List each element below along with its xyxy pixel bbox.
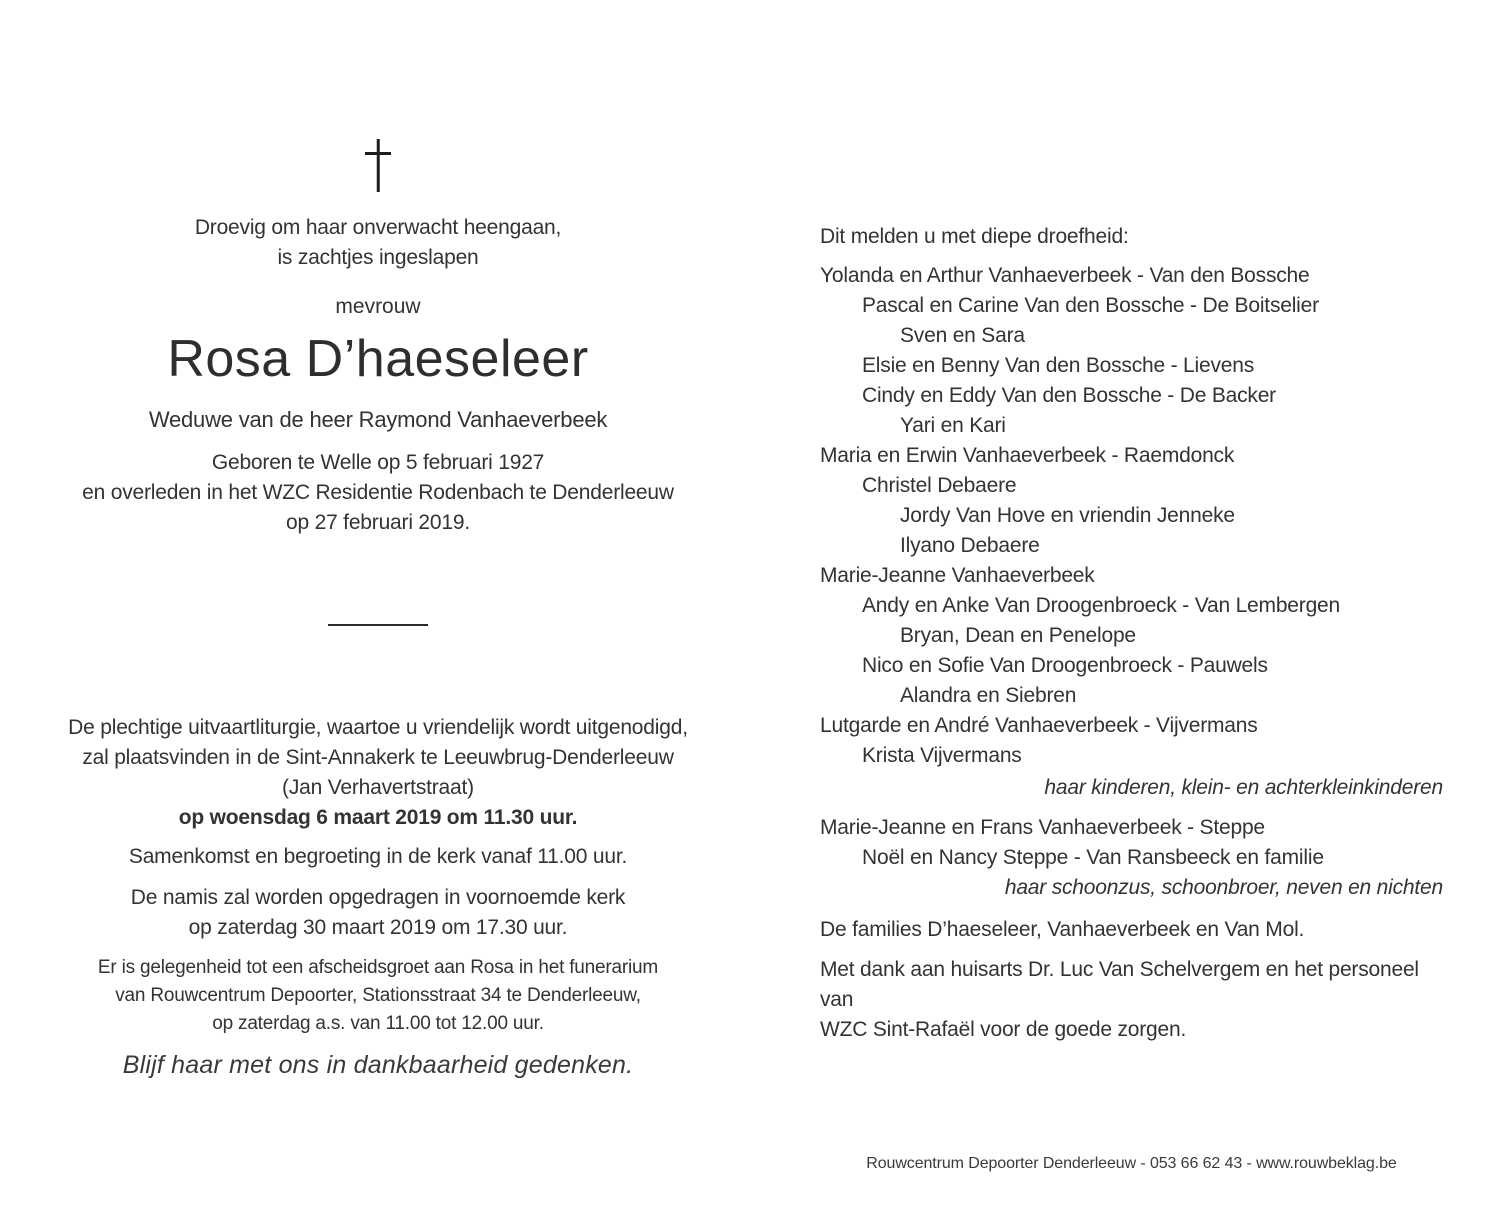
latin-cross-icon (365, 139, 391, 192)
section-divider (328, 624, 428, 626)
family-line: Christel Debaere (862, 474, 1017, 497)
divider-wrap (38, 624, 718, 626)
thanks-line-1: Met dank aan huisarts Dr. Luc Van Schelvergem en het personeel van (820, 958, 1419, 1011)
family-line: Andy en Anke Van Droogenbroeck - Van Lembergen (862, 594, 1341, 617)
liturgy-line-3: (Jan Verhavertstraat) (282, 776, 474, 799)
intro-block (38, 213, 718, 273)
intro-line-1: Droevig om haar onverwacht heengaan, (194, 216, 562, 239)
farewell-line-2: van Rouwcentrum Depoorter, Stationsstraat 34 te Denderleeuw, (115, 985, 641, 1006)
liturgy-date-line: op woensdag 6 maart 2019 om 11.30 uur. (178, 806, 578, 829)
family-line: Lutgarde en André Vanhaeverbeek - Vijvermans (820, 714, 1258, 737)
farewell-line-3: op zaterdag a.s. van 11.00 tot 12.00 uur. (212, 1013, 544, 1034)
liturgy-block (38, 713, 718, 833)
family-line: Ilyano Debaere (900, 534, 1040, 557)
family-line: Nico en Sofie Van Droogenbroeck - Pauwels (862, 654, 1268, 677)
family-line: Yolanda en Arthur Vanhaeverbeek - Van den Bossche (820, 264, 1310, 287)
thanks-block (820, 955, 1443, 1045)
name-mass-line-1: De namis zal worden opgedragen in voornoemde kerk (130, 886, 626, 909)
family-list-2 (820, 813, 1443, 873)
closing-line: Blijf haar met ons in dankbaarheid gedenken. (122, 1051, 634, 1079)
gathering-line: Samenkomst en begroeting in de kerk vanaf 11.00 uur. (128, 845, 628, 868)
name-mass-line-2: op zaterdag 30 maart 2019 om 17.30 uur. (188, 916, 568, 939)
family-line: Bryan, Dean en Penelope (900, 624, 1136, 647)
family-line: Pascal en Carine Van den Bossche - De Boitselier (862, 294, 1319, 317)
honorific: mevrouw (335, 295, 421, 318)
family-line: Elsie en Benny Van den Bossche - Lievens (862, 354, 1255, 377)
family-line: Cindy en Eddy Van den Bossche - De Backer (862, 384, 1276, 407)
family-line: Maria en Erwin Vanhaeverbeek - Raemdonck (820, 444, 1235, 467)
widow-line: Weduwe van de heer Raymond Vanhaeverbeek (148, 407, 608, 432)
family-line: Yari en Kari (900, 414, 1006, 437)
name-mass-block (38, 883, 718, 943)
relation-note-1: haar kinderen, klein- en achterkleinkinderen (1044, 776, 1443, 799)
thanks-line-2: WZC Sint-Rafaël voor de goede zorgen. (820, 1018, 1187, 1041)
families-line: De families D’haeseleer, Vanhaeverbeek en Van Mol. (820, 918, 1305, 941)
announcement-intro: Dit melden u met diepe droefheid: (820, 225, 1129, 248)
liturgy-line-1: De plechtige uitvaartliturgie, waartoe u vriendelijk wordt uitgenodigd, (68, 716, 688, 739)
family-line: Alandra en Siebren (900, 684, 1077, 707)
funeral-home-contact: Rouwcentrum Depoorter Denderleeuw - 053 66 62 43 - www.rouwbeklag.be (866, 1155, 1397, 1172)
liturgy-line-2: zal plaatsvinden in de Sint-Annakerk te Leeuwbrug-Denderleeuw (82, 746, 674, 769)
family-line: Marie-Jeanne Vanhaeverbeek (820, 564, 1095, 587)
family-line: Jordy Van Hove en vriendin Jenneke (900, 504, 1235, 527)
family-line: Marie-Jeanne en Frans Vanhaeverbeek - Steppe (820, 816, 1265, 839)
cross-icon-wrap (38, 139, 718, 193)
farewell-line-1: Er is gelegenheid tot een afscheidsgroet aan Rosa in het funerarium (97, 957, 659, 978)
farewell-block (38, 954, 718, 1038)
family-list-1 (820, 261, 1443, 771)
born-line: Geboren te Welle op 5 februari 1927 (211, 451, 545, 474)
relation-note-2: haar schoonzus, schoonbroer, neven en nichten (1004, 876, 1443, 899)
family-line: Sven en Sara (900, 324, 1025, 347)
deceased-name: Rosa D’haeseleer (167, 330, 589, 388)
died-line-1: en overleden in het WZC Residentie Rodenbach te Denderleeuw (82, 481, 674, 504)
intro-line-2: is zachtjes ingeslapen (277, 246, 479, 269)
birth-death-block (38, 448, 718, 538)
died-line-2: op 27 februari 2019. (286, 511, 470, 534)
family-line: Noël en Nancy Steppe - Van Ransbeeck en familie (862, 846, 1324, 869)
family-line: Krista Vijvermans (862, 744, 1022, 767)
